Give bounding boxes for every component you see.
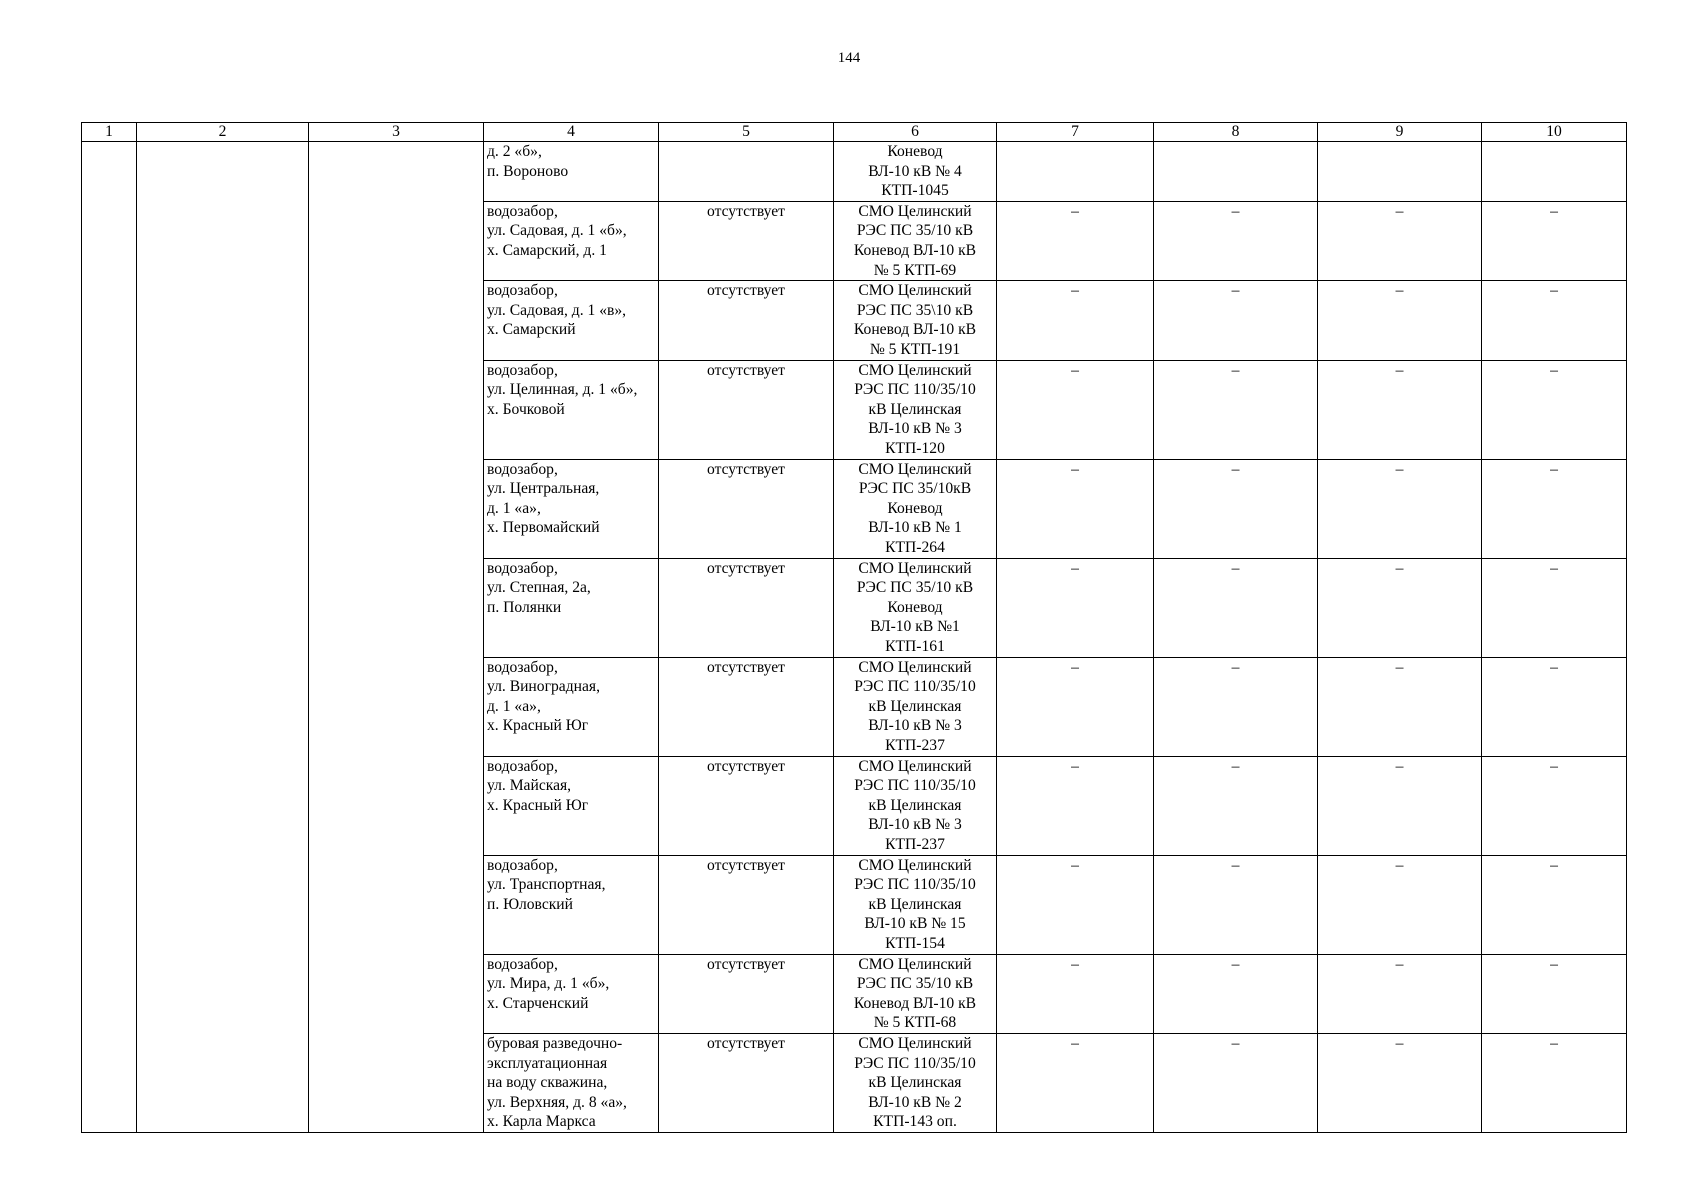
column-header-3: 3 <box>309 123 484 142</box>
power-source-cell: СМО Целинский РЭС ПС 110/35/10 кВ Целинская ВЛ-10 кВ № 3 КТП-120 <box>834 360 997 459</box>
column-header-8: 8 <box>1154 123 1318 142</box>
col-10-cell: – <box>1482 1033 1627 1132</box>
status-cell: отсутствует <box>659 756 834 855</box>
col-8-cell: – <box>1154 756 1318 855</box>
status-cell: отсутствует <box>659 281 834 360</box>
merged-cell-col-3 <box>309 142 484 1133</box>
col-9-cell: – <box>1318 459 1482 558</box>
col-9-cell: – <box>1318 281 1482 360</box>
power-source-cell: СМО Целинский РЭС ПС 110/35/10 кВ Целинская ВЛ-10 кВ № 2 КТП-143 оп. <box>834 1033 997 1132</box>
col-8-cell: – <box>1154 1033 1318 1132</box>
object-cell: буровая разведочно- эксплуатационная на воду скважина, ул. Верхняя, д. 8 «а», х. Карла Маркса <box>484 1033 659 1132</box>
col-10-cell: – <box>1482 281 1627 360</box>
column-header-10: 10 <box>1482 123 1627 142</box>
col-10-cell: – <box>1482 855 1627 954</box>
power-source-cell: СМО Целинский РЭС ПС 35\10 кВ Коневод ВЛ-10 кВ № 5 КТП-191 <box>834 281 997 360</box>
page-number: 144 <box>837 50 861 66</box>
column-header-2: 2 <box>137 123 309 142</box>
object-cell: водозабор, ул. Виноградная, д. 1 «а», х. Красный Юг <box>484 657 659 756</box>
object-cell: водозабор, ул. Целинная, д. 1 «б», х. Бочковой <box>484 360 659 459</box>
column-header-9: 9 <box>1318 123 1482 142</box>
col-9-cell: – <box>1318 201 1482 280</box>
column-header-7: 7 <box>997 123 1154 142</box>
col-8-cell: – <box>1154 954 1318 1033</box>
merged-cell-col-1 <box>82 142 137 1133</box>
power-source-cell: СМО Целинский РЭС ПС 35/10 кВ Коневод ВЛ-10 кВ № 5 КТП-68 <box>834 954 997 1033</box>
column-header-5: 5 <box>659 123 834 142</box>
col-7-cell: – <box>997 281 1154 360</box>
col-10-cell <box>1482 142 1627 202</box>
power-source-cell: СМО Целинский РЭС ПС 35/10 кВ Коневод ВЛ-10 кВ № 5 КТП-69 <box>834 201 997 280</box>
object-cell: водозабор, ул. Садовая, д. 1 «б», х. Самарский, д. 1 <box>484 201 659 280</box>
status-cell: отсутствует <box>659 657 834 756</box>
col-10-cell: – <box>1482 201 1627 280</box>
col-8-cell <box>1154 142 1318 202</box>
status-cell: отсутствует <box>659 855 834 954</box>
col-9-cell: – <box>1318 954 1482 1033</box>
col-8-cell: – <box>1154 360 1318 459</box>
column-header-4: 4 <box>484 123 659 142</box>
col-9-cell <box>1318 142 1482 202</box>
status-cell: отсутствует <box>659 558 834 657</box>
col-7-cell <box>997 142 1154 202</box>
power-source-cell: СМО Целинский РЭС ПС 110/35/10 кВ Целинская ВЛ-10 кВ № 3 КТП-237 <box>834 756 997 855</box>
data-table <box>81 122 1627 1133</box>
header-row <box>82 123 1627 142</box>
col-10-cell: – <box>1482 756 1627 855</box>
power-source-cell: СМО Целинский РЭС ПС 110/35/10 кВ Целинская ВЛ-10 кВ № 3 КТП-237 <box>834 657 997 756</box>
col-10-cell: – <box>1482 360 1627 459</box>
status-cell <box>659 142 834 202</box>
status-cell: отсутствует <box>659 459 834 558</box>
object-cell: водозабор, ул. Степная, 2а, п. Полянки <box>484 558 659 657</box>
power-source-cell: СМО Целинский РЭС ПС 35/10кВ Коневод ВЛ-10 кВ № 1 КТП-264 <box>834 459 997 558</box>
col-10-cell: – <box>1482 657 1627 756</box>
object-cell: д. 2 «б», п. Вороново <box>484 142 659 202</box>
col-7-cell: – <box>997 756 1154 855</box>
status-cell: отсутствует <box>659 1033 834 1132</box>
status-cell: отсутствует <box>659 360 834 459</box>
status-cell: отсутствует <box>659 954 834 1033</box>
col-8-cell: – <box>1154 558 1318 657</box>
object-cell: водозабор, ул. Садовая, д. 1 «в», х. Самарский <box>484 281 659 360</box>
col-7-cell: – <box>997 558 1154 657</box>
col-8-cell: – <box>1154 201 1318 280</box>
col-9-cell: – <box>1318 657 1482 756</box>
col-9-cell: – <box>1318 756 1482 855</box>
col-7-cell: – <box>997 459 1154 558</box>
object-cell: водозабор, ул. Центральная, д. 1 «а», х. Первомайский <box>484 459 659 558</box>
col-9-cell: – <box>1318 360 1482 459</box>
col-8-cell: – <box>1154 657 1318 756</box>
col-7-cell: – <box>997 954 1154 1033</box>
col-8-cell: – <box>1154 855 1318 954</box>
col-10-cell: – <box>1482 954 1627 1033</box>
col-9-cell: – <box>1318 855 1482 954</box>
object-cell: водозабор, ул. Транспортная, п. Юловский <box>484 855 659 954</box>
col-8-cell: – <box>1154 281 1318 360</box>
col-7-cell: – <box>997 1033 1154 1132</box>
col-9-cell: – <box>1318 1033 1482 1132</box>
status-cell: отсутствует <box>659 201 834 280</box>
merged-cell-col-2 <box>137 142 309 1133</box>
column-header-1: 1 <box>82 123 137 142</box>
column-header-6: 6 <box>834 123 997 142</box>
power-source-cell: СМО Целинский РЭС ПС 110/35/10 кВ Целинская ВЛ-10 кВ № 15 КТП-154 <box>834 855 997 954</box>
col-7-cell: – <box>997 855 1154 954</box>
col-7-cell: – <box>997 201 1154 280</box>
object-cell: водозабор, ул. Мира, д. 1 «б», х. Старченский <box>484 954 659 1033</box>
col-10-cell: – <box>1482 558 1627 657</box>
table-row <box>82 142 1627 202</box>
col-7-cell: – <box>997 657 1154 756</box>
power-source-cell: СМО Целинский РЭС ПС 35/10 кВ Коневод ВЛ-10 кВ №1 КТП-161 <box>834 558 997 657</box>
col-8-cell: – <box>1154 459 1318 558</box>
col-9-cell: – <box>1318 558 1482 657</box>
power-source-cell: Коневод ВЛ-10 кВ № 4 КТП-1045 <box>834 142 997 202</box>
object-cell: водозабор, ул. Майская, х. Красный Юг <box>484 756 659 855</box>
col-10-cell: – <box>1482 459 1627 558</box>
col-7-cell: – <box>997 360 1154 459</box>
